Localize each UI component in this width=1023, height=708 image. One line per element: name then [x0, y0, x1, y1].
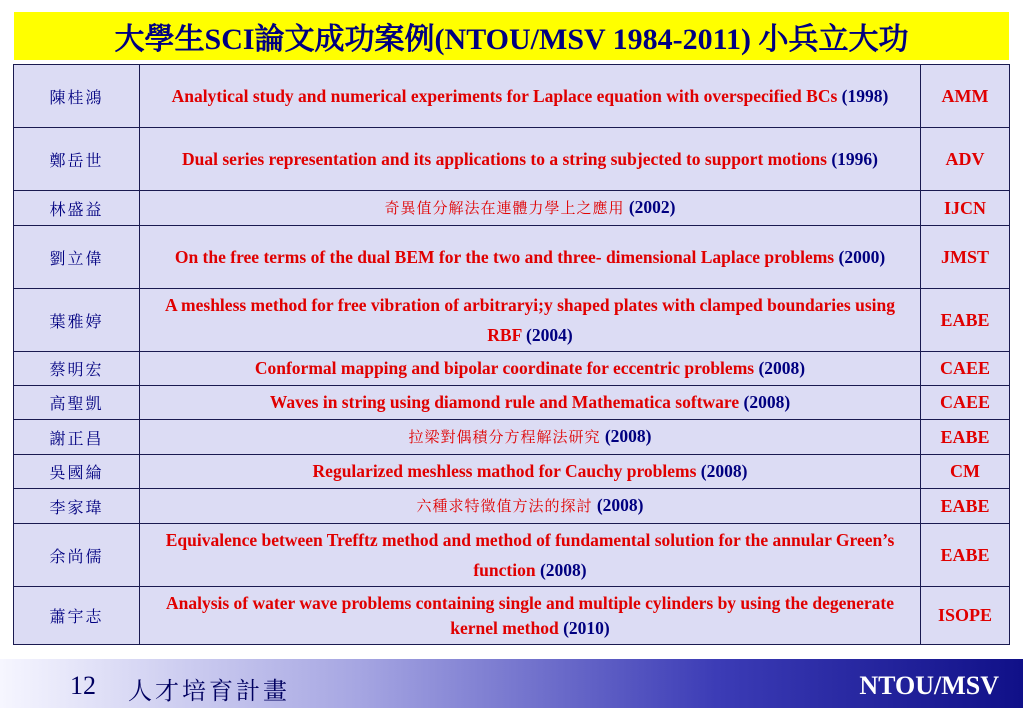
author-name: 林盛益 [14, 191, 140, 226]
author-name: 蕭宇志 [14, 587, 140, 645]
section-label: 人才培育計畫 [128, 677, 290, 705]
author-name: 蔡明宏 [14, 352, 140, 386]
paper-year: (2008) [604, 426, 652, 446]
paper-year: (1996) [831, 149, 878, 169]
org-label: NTOU/MSV [859, 671, 999, 700]
paper-year: (2002) [628, 197, 676, 217]
paper-year: (2008) [700, 461, 748, 481]
table-row [14, 226, 1010, 289]
author-name: 鄭岳世 [14, 128, 140, 191]
journal-abbrev: EABE [921, 524, 1010, 587]
paper-year: (2000) [838, 247, 886, 267]
paper-title-cell [140, 352, 921, 386]
paper-title: Analytical study and numerical experiments for Laplace equation with overspecified BCs [171, 86, 838, 106]
case-table [13, 64, 1010, 645]
paper-title: On the free terms of the dual BEM for the two and three- dimensional Laplace problems [174, 247, 835, 267]
table-row [14, 524, 1010, 587]
author-name: 劉立偉 [14, 226, 140, 289]
table-row [14, 386, 1010, 420]
journal-abbrev: ADV [921, 128, 1010, 191]
paper-title: 六種求特徵值方法的探討 [416, 497, 593, 515]
paper-year: (2008) [758, 358, 806, 378]
paper-year: (2004) [526, 325, 573, 345]
slide-number: 12 [70, 671, 96, 700]
paper-year: (2008) [539, 560, 587, 580]
paper-title-cell [140, 65, 921, 128]
paper-title-cell [140, 489, 921, 524]
author-name: 余尚儒 [14, 524, 140, 587]
author-name: 李家瑋 [14, 489, 140, 524]
journal-abbrev: CAEE [921, 386, 1010, 420]
paper-title-cell [140, 128, 921, 191]
author-name: 謝正昌 [14, 420, 140, 455]
paper-title: Waves in string using diamond rule and Mathematica software [269, 392, 740, 412]
footer-bar [0, 659, 1023, 708]
journal-abbrev: EABE [921, 489, 1010, 524]
journal-abbrev: CM [921, 455, 1010, 489]
paper-title-cell [140, 289, 921, 352]
paper-title-cell [140, 524, 921, 587]
paper-title: A meshless method for free vibration of arbitraryi;y shaped plates with clamped boundaries using RBF [165, 295, 895, 345]
paper-title: Regularized meshless mathod for Cauchy problems [312, 461, 697, 481]
journal-abbrev: AMM [921, 65, 1010, 128]
table-row [14, 65, 1010, 128]
paper-title: Equivalence between Trefftz method and method of fundamental solution for the annular Green’s function [165, 530, 895, 580]
paper-title-cell [140, 386, 921, 420]
paper-title: Conformal mapping and bipolar coordinate for eccentric problems [254, 358, 755, 378]
paper-title: 奇異值分解法在連體力學上之應用 [384, 199, 625, 217]
journal-abbrev: EABE [921, 420, 1010, 455]
table-row [14, 455, 1010, 489]
table-row [14, 489, 1010, 524]
author-name: 吳國綸 [14, 455, 140, 489]
title-banner [14, 12, 1009, 60]
journal-abbrev: JMST [921, 226, 1010, 289]
author-name: 葉雅婷 [14, 289, 140, 352]
table-row [14, 191, 1010, 226]
journal-abbrev: ISOPE [921, 587, 1010, 645]
paper-year: (1998) [841, 86, 889, 106]
table-row [14, 128, 1010, 191]
author-name: 高聖凱 [14, 386, 140, 420]
table-row [14, 420, 1010, 455]
paper-title: Dual series representation and its applications to a string subjected to support motions [182, 149, 827, 169]
paper-title-cell [140, 420, 921, 455]
journal-abbrev: EABE [921, 289, 1010, 352]
paper-title-cell [140, 191, 921, 226]
paper-title: Analysis of water wave problems containing single and multiple cylinders by using the degenerate kernel method [165, 592, 895, 638]
table-row [14, 352, 1010, 386]
paper-year: (2010) [563, 617, 610, 638]
paper-title-cell [140, 226, 921, 289]
table-row [14, 289, 1010, 352]
table-row [14, 587, 1010, 645]
paper-title: 拉梁對偶積分方程解法研究 [408, 428, 601, 446]
author-name: 陳桂鴻 [14, 65, 140, 128]
paper-year: (2008) [596, 495, 644, 515]
journal-abbrev: IJCN [921, 191, 1010, 226]
paper-year: (2008) [743, 392, 791, 412]
paper-title-cell [140, 455, 921, 489]
page-title: 大學生SCI論文成功案例(NTOU/MSV 1984-2011) 小兵立大功 [114, 23, 909, 56]
paper-title-cell [140, 587, 921, 645]
journal-abbrev: CAEE [921, 352, 1010, 386]
